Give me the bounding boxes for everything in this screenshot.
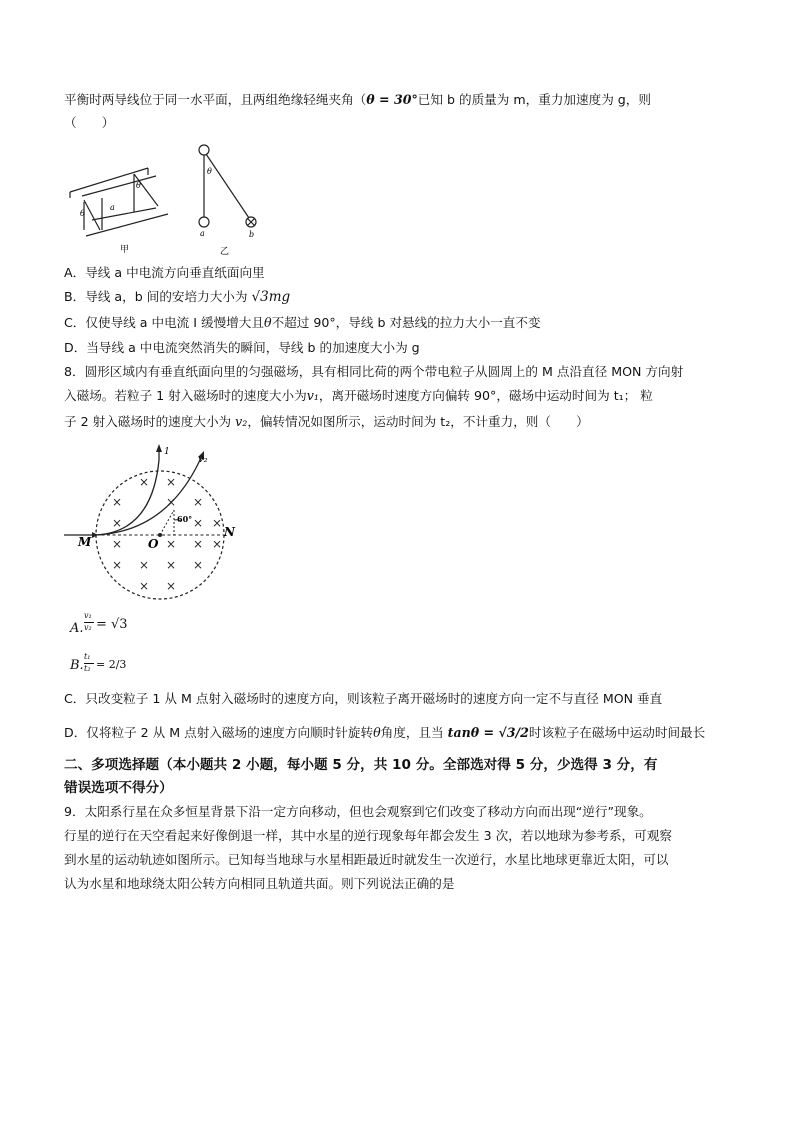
svg-text:×: × <box>139 558 150 572</box>
fig-yi-a-label: a <box>200 229 205 238</box>
fig-jia-a-label: a <box>110 203 115 212</box>
section-2-heading-line2: 错误选项不得分） <box>64 780 173 796</box>
svg-text:×: × <box>166 495 177 509</box>
q7-option-c: C．仅使导线 a 中电流 I 缓慢增大且θ不超过 90°，导线 b 对悬线的拉力大小一直不变 <box>64 315 541 330</box>
svg-text:×: × <box>112 558 123 572</box>
q9-stem-line1: 9．太阳系行星在众多恒星背景下沿一定方向移动，但也会观察到它们改变了移动方向而出现“逆行”现象。 <box>64 804 652 819</box>
svg-text:×: × <box>166 537 177 551</box>
field-crosses <box>112 475 222 593</box>
label-60: 60° <box>177 514 193 524</box>
label-v2: v₂ <box>198 454 208 465</box>
svg-text:×: × <box>193 537 204 551</box>
fig-yi-label: 乙 <box>220 247 230 257</box>
q8-option-c: C．只改变粒子 1 从 M 点射入磁场时的速度方向，则该粒子离开磁场时的速度方向一定不与直径 MON 垂直 <box>64 691 663 706</box>
label-N: N <box>224 525 235 539</box>
particle-1-path <box>96 460 159 535</box>
tan-expression: tanθ = √3/2 <box>447 725 529 740</box>
fig-jia-label: 甲 <box>120 245 130 255</box>
svg-text:×: × <box>193 516 204 530</box>
q9-stem-line2: 行星的逆行在天空看起来好像倒退一样，其中水星的逆行现象每年都会发生 3 次，若以地球为参考系，可观察 <box>64 828 672 843</box>
fig-yi <box>199 145 256 227</box>
svg-text:×: × <box>139 579 150 593</box>
section-2-heading-line1: 二、多项选择题（本小题共 2 小题，每小题 5 分，共 10 分。全部选对得 5 分，少选得 3 分，有 <box>64 757 658 773</box>
label-O: O <box>148 537 159 551</box>
svg-text:×: × <box>166 579 177 593</box>
q8-option-d: D．仅将粒子 2 从 M 点射入磁场的速度方向顺时针旋转θ角度，且当 tanθ = √3/2时该粒子在磁场中运动时间最长 <box>64 725 706 740</box>
q8-stem-line2: 入磁场。若粒子 1 射入磁场时的速度大小为v₁，离开磁场时速度方向偏转 90°，磁场中运动时间为 t₁； 粒 <box>64 388 653 403</box>
svg-text:×: × <box>166 558 177 572</box>
svg-text:×: × <box>112 516 123 530</box>
q7-figure <box>64 140 284 260</box>
q8-stem-line3: 子 2 射入磁场时的速度大小为 v₂，偏转情况如图所示，运动时间为 t₂，不计重力，则（ ） <box>64 414 589 429</box>
label-1: 1 <box>164 447 170 457</box>
svg-text:×: × <box>193 558 204 572</box>
svg-text:×: × <box>212 516 223 530</box>
q8-stem-line1: 8．圆形区域内有垂直纸面向里的匀强磁场，具有相同比荷的两个带电粒子从圆周上的 M 点沿直径 MON 方向射 <box>64 364 684 379</box>
option-b-math: √3mg <box>251 289 291 305</box>
svg-text:×: × <box>139 475 150 489</box>
fig-jia-theta-2: θ <box>136 181 141 190</box>
fig-yi-b-label: b <box>249 230 255 239</box>
svg-text:×: × <box>212 537 223 551</box>
q7-option-d: D．当导线 a 中电流突然消失的瞬间，导线 b 的加速度大小为 g <box>64 340 420 355</box>
q7-option-b: B．导线 a，b 间的安培力大小为 √3mg <box>64 289 291 305</box>
q7-stem-line2: （ ） <box>64 115 115 130</box>
svg-text:×: × <box>112 495 123 509</box>
fig-jia <box>70 168 168 236</box>
label-M: M <box>78 535 92 549</box>
q9-stem-line3: 到水星的运动轨迹如图所示。已知每当地球与水星相距最近时就发生一次逆行，水星比地球更靠近太阳，可以 <box>64 852 669 867</box>
q7-stem-line1: 平衡时两导线位于同一水平面，且两组绝缘轻绳夹角（θ = 30°已知 b 的质量为 m，重力加速度为 g，则 <box>64 92 651 107</box>
svg-text:×: × <box>166 475 177 489</box>
svg-text:×: × <box>193 495 204 509</box>
fig-yi-theta: θ <box>207 167 212 176</box>
q9-stem-line4: 认为水星和地球绕太阳公转方向相同且轨道共面。则下列说法正确的是 <box>64 876 455 891</box>
fig-jia-theta-1: θ <box>80 209 85 218</box>
svg-text:×: × <box>112 537 123 551</box>
theta-expression: θ = 30° <box>366 92 418 107</box>
q7-option-a: A．导线 a 中电流方向垂直纸面向里 <box>64 265 265 280</box>
q8-figure <box>62 442 242 602</box>
